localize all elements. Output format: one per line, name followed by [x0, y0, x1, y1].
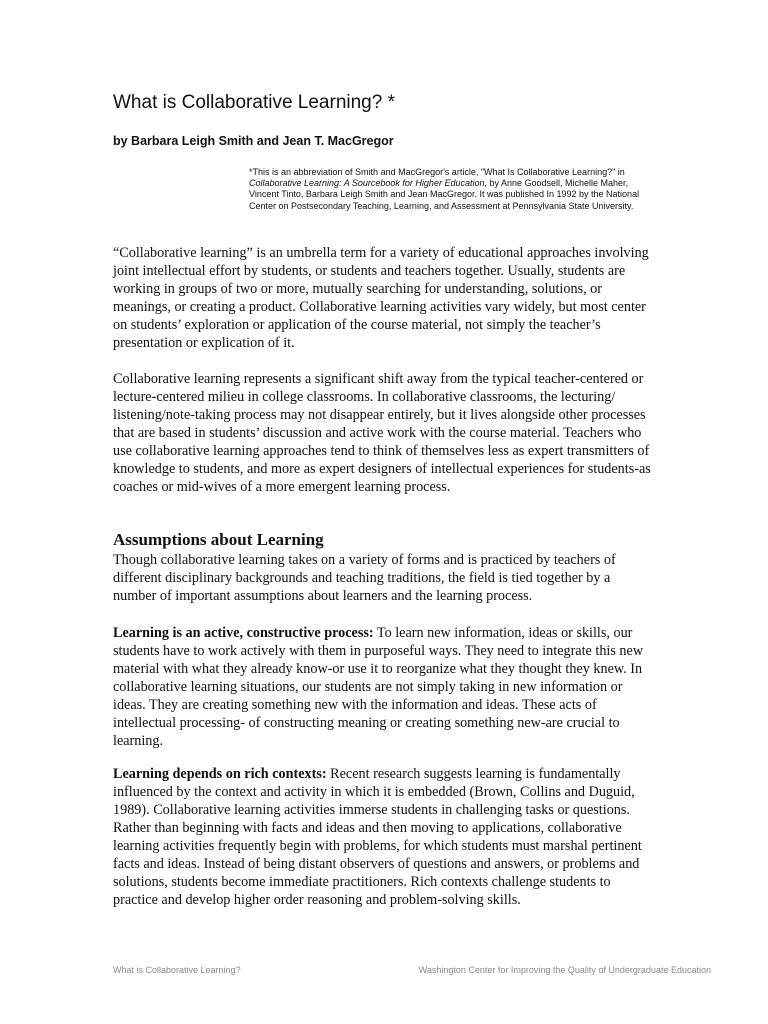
assumption-text: To learn new information, ideas or skills, our students have to work actively with them in purposeful ways. They need to integrate this new material with what they already know-or use it to reorganize what they thought they knew. In collaborative learning situations, our students are not simply taking in new information or ideas. They are creating something new with the information and ideas. These acts of intellectual processing- of constructing meaning or creating something new-are crucial to learning. [113, 625, 644, 749]
assumption-rich-contexts [113, 765, 655, 909]
footnote-book-title: Collaborative Learning: A Sourcebook for Higher Education, [249, 178, 487, 189]
footnote-text-2: by Anne Goodsell, Michelle Maher, Vincent Tinto, Barbara Leigh Smith and Jean MacGregor. It was published In 1992 by the National Center on Postsecondary Teaching, Learning, and Assessment at Pennsylvania State University. [249, 178, 640, 211]
assumption-lead: Learning is an active, constructive process: [113, 625, 374, 641]
footnote-text-1: *This is an abbreviation of Smith and MacGregor's article, "What Is Collaborative Learning?" in [249, 167, 625, 177]
footnote-abbreviation [249, 167, 654, 212]
footer-doc-title: What is Collaborative Learning? [113, 965, 241, 975]
byline: by Barbara Leigh Smith and Jean T. MacGregor [113, 134, 394, 148]
assumption-text: Recent research suggests learning is fundamentally influenced by the context and activity in which it is embedded (Brown, Collins and Duguid, 1989). Collaborative learning activities immerse students in challenging tasks or questions. Rather than beginning with facts and ideas and then moving to applications, collaborative learning activities frequently begin with problems, for which students must marshal pertinent facts and ideas. Instead of being distant observers of questions and answers, or problems and solutions, students become immediate practitioners. Rich contexts challenge students to practice and develop higher order reasoning and problem-solving skills. [113, 766, 642, 908]
section-intro: Though collaborative learning takes on a variety of forms and is practiced by teachers of different disciplinary backgrounds and teaching traditions, the field is tied together by a number of important assumptions about learners and the learning process. [113, 552, 616, 604]
section-heading: Assumptions about Learning [113, 530, 324, 549]
footer-organization: Washington Center for Improving the Quality of Undergraduate Education [418, 965, 711, 975]
assumption-active-process [113, 624, 655, 750]
paragraph-definition: “Collaborative learning” is an umbrella term for a variety of educational approaches involving joint intellectual effort by students, or students and teachers together. Usually, students are working in groups of two or more, mutually searching for understanding, solutions, or meanings, or creating a product. Collaborative learning activities vary widely, but most center on students’ exploration or application of the course material, not simply the teacher’s presentation or explication of it. [113, 245, 649, 351]
page-title: What is Collaborative Learning? * [113, 92, 395, 113]
assumption-lead: Learning depends on rich contexts: [113, 766, 327, 782]
paragraph-shift: Collaborative learning represents a significant shift away from the typical teacher-centered or lecture-centered milieu in college classrooms. In collaborative classrooms, the lecturing/ listening/note-taking process may not disappear entirely, but it lives alongside other processes that are based in students’ discussion and active work with the course material. Teachers who use collaborative learning approaches tend to think of themselves less as expert transmitters of knowledge to students, and more as expert designers of intellectual experiences for students-as coaches or mid-wives of a more emergent learning process. [113, 371, 651, 495]
